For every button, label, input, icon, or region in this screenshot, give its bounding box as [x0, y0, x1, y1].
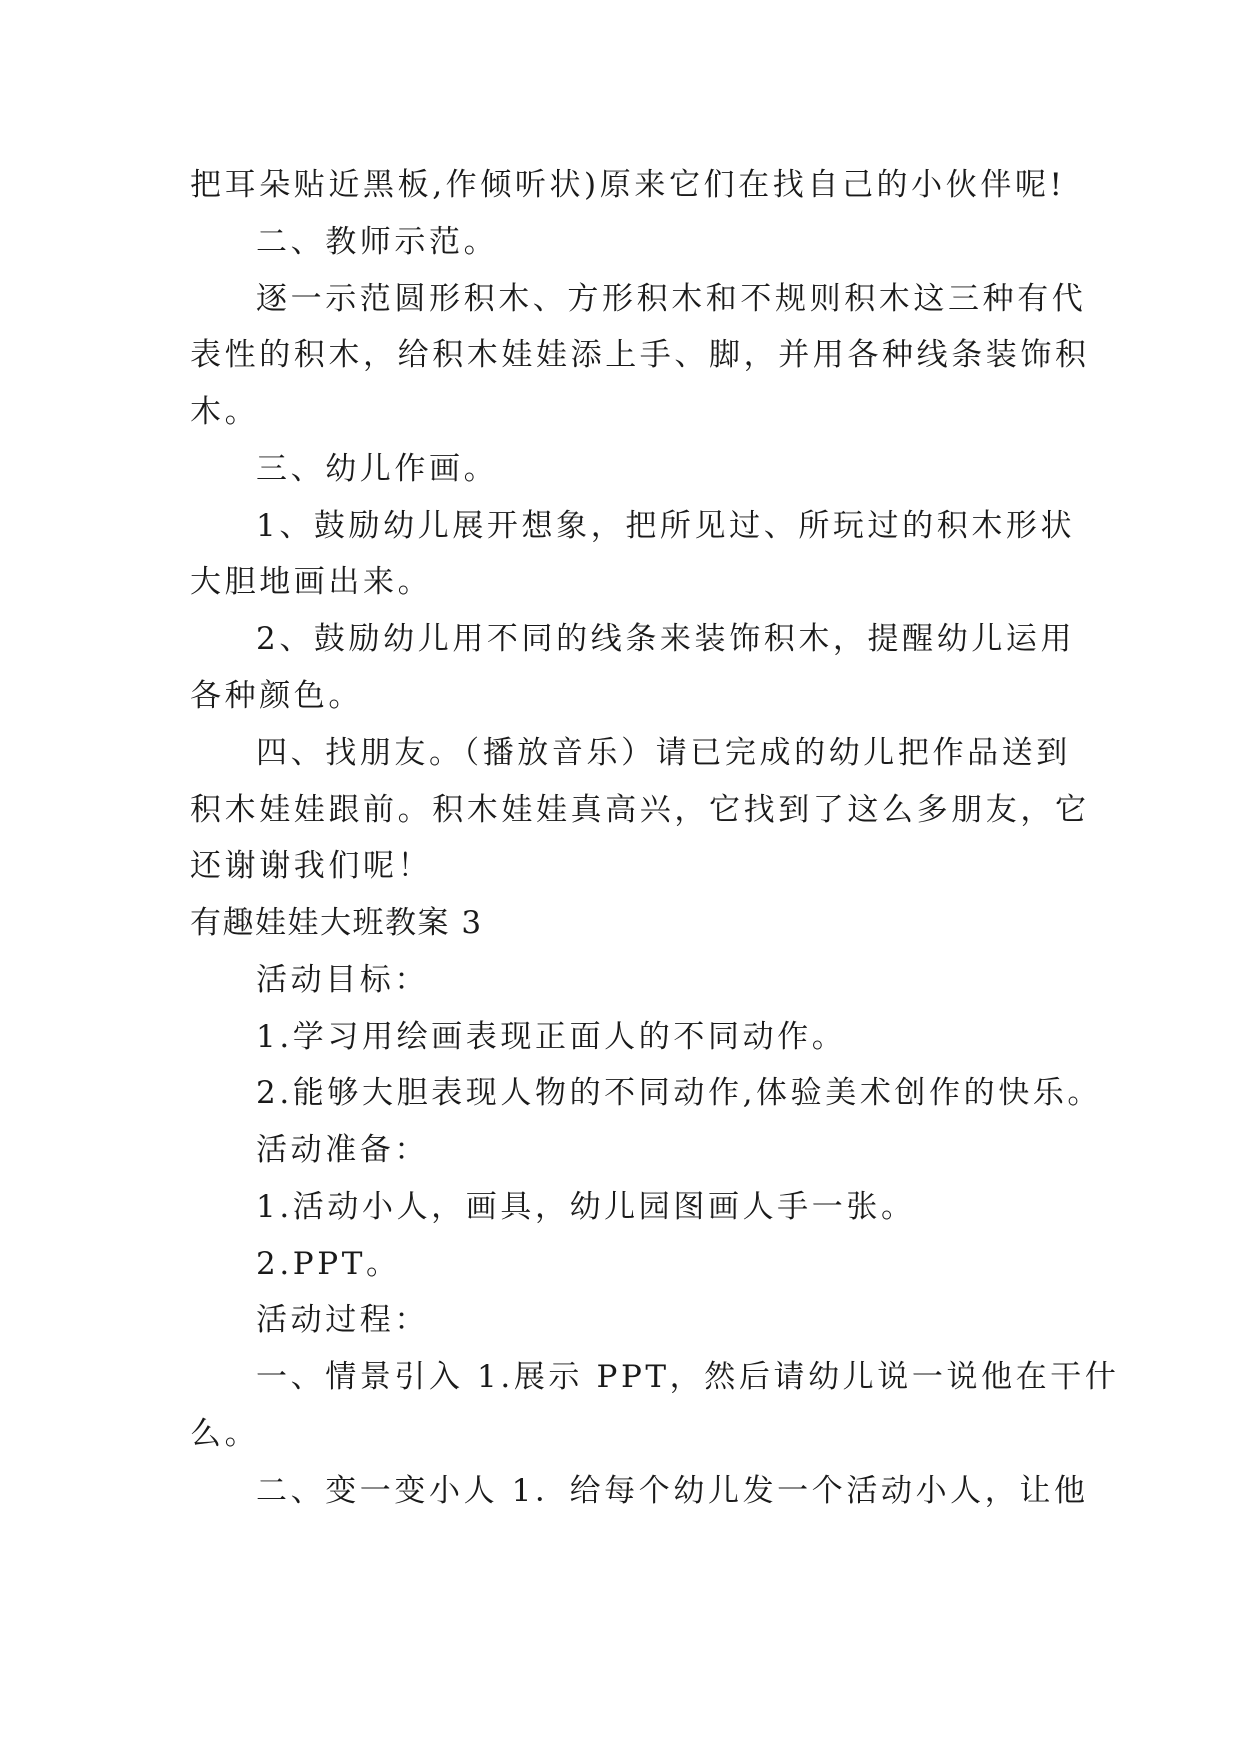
paragraph-line: 二、变一变小人 1．给每个幼儿发一个活动小人，让他 [256, 1473, 1089, 1509]
paragraph-line: 各种颜色。 [190, 678, 363, 714]
section-heading: 三、幼儿作画。 [256, 451, 499, 487]
paragraph-line: 2、鼓励幼儿用不同的线条来装饰积木，提醒幼儿运用 [256, 621, 1076, 657]
list-item: 1.学习用绘画表现正面人的不同动作。 [256, 1019, 847, 1055]
paragraph-line: 表性的积木，给积木娃娃添上手、脚，并用各种线条装饰积 [190, 337, 1090, 373]
paragraph-line: 1、鼓励幼儿展开想象，把所见过、所玩过的积木形状 [256, 508, 1076, 544]
paragraph-line: 么。 [190, 1416, 260, 1452]
list-item: 1.活动小人，画具，幼儿园图画人手一张。 [256, 1189, 916, 1225]
paragraph-line: 把耳朵贴近黑板,作倾听状)原来它们在找自己的小伙伴呢! [190, 167, 1066, 203]
paragraph-line: 木。 [190, 394, 260, 430]
section-heading: 活动准备： [256, 1132, 429, 1168]
paragraph-line: 一、情景引入 1.展示 PPT，然后请幼儿说一说他在干什 [256, 1359, 1120, 1395]
list-item: 2.能够大胆表现人物的不同动作,体验美术创作的快乐。 [256, 1075, 1103, 1111]
paragraph-line: 还谢谢我们呢！ [190, 848, 433, 884]
paragraph-line: 逐一示范圆形积木、方形积木和不规则积木这三种有代 [256, 281, 1087, 317]
section-heading: 活动目标： [256, 962, 429, 998]
paragraph-line: 积木娃娃跟前。积木娃娃真高兴，它找到了这么多朋友，它 [190, 792, 1090, 828]
section-heading: 二、教师示范。 [256, 224, 499, 260]
paragraph-line: 四、找朋友。（播放音乐）请已完成的幼儿把作品送到 [256, 735, 1071, 771]
document-subtitle: 有趣娃娃大班教案 3 [190, 905, 483, 941]
list-item: 2.PPT。 [256, 1246, 401, 1282]
paragraph-line: 大胆地画出来。 [190, 564, 433, 600]
section-heading: 活动过程： [256, 1302, 429, 1338]
